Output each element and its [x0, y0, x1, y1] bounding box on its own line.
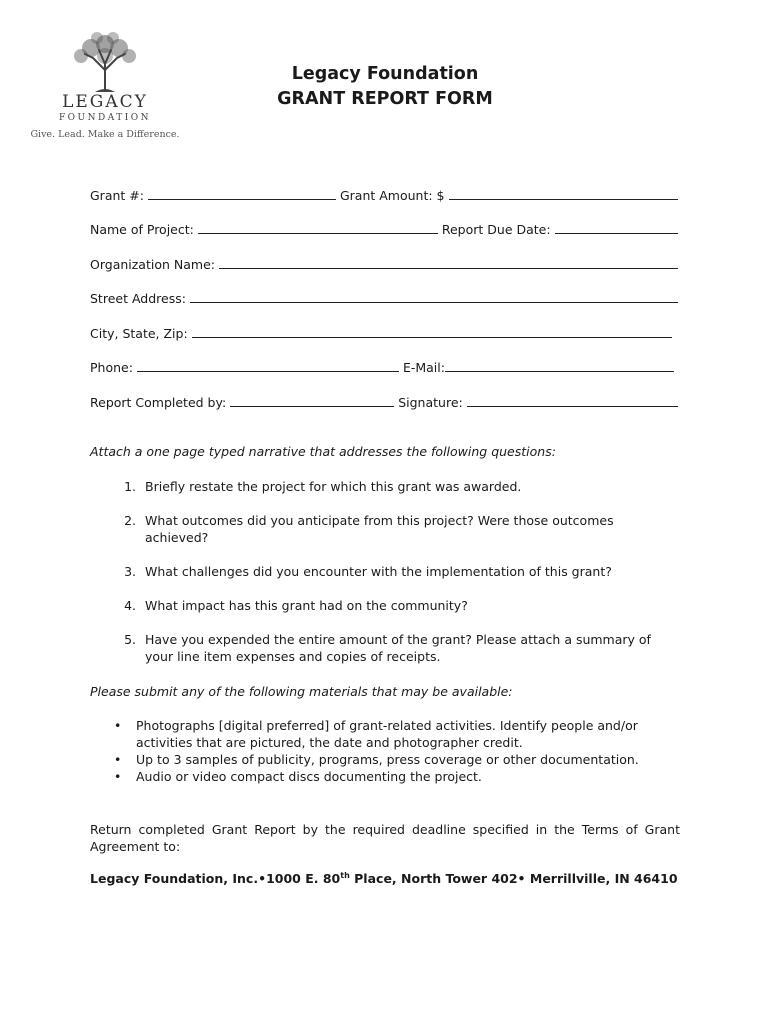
org-title: Legacy Foundation [291, 64, 479, 84]
grant-number-field[interactable] [148, 185, 336, 200]
field-row-org [90, 237, 678, 272]
list-item [90, 563, 680, 580]
question-text: What challenges did you encounter with the implementation of this grant? [145, 564, 612, 579]
phone-field[interactable] [137, 357, 399, 372]
list-item [90, 751, 680, 768]
address-part1: Legacy Foundation, Inc.•1000 E. 80 [90, 871, 341, 887]
form-title [240, 62, 530, 112]
foundation-address [90, 871, 690, 886]
signature-field[interactable] [467, 392, 678, 407]
field-row-street [90, 272, 678, 307]
completed-by-field[interactable] [230, 392, 394, 407]
list-item [90, 631, 680, 665]
logo-wordmark: LEGACY [62, 92, 148, 112]
bullet-icon: • [114, 752, 122, 767]
signature-label: Signature: [398, 394, 463, 410]
org-name-label: Organization Name: [90, 256, 215, 272]
material-text: Up to 3 samples of publicity, programs, press coverage or other documentation. [136, 752, 639, 767]
project-name-label: Name of Project: [90, 222, 194, 237]
question-number: 2. [124, 513, 136, 528]
phone-label: Phone: [90, 360, 133, 375]
field-row-completed [90, 375, 678, 410]
address-superscript: th [340, 871, 350, 880]
question-text: Briefly restate the project for which this grant was awarded. [145, 479, 522, 494]
form-heading: GRANT REPORT FORM [277, 89, 493, 109]
question-number: 3. [124, 564, 136, 579]
question-number: 4. [124, 598, 136, 613]
street-label: Street Address: [90, 291, 186, 306]
project-name-field[interactable] [198, 219, 438, 234]
city-label: City, State, Zip: [90, 325, 188, 341]
list-item [90, 717, 680, 751]
due-date-field[interactable] [555, 219, 678, 234]
city-field[interactable] [192, 323, 672, 338]
legacy-foundation-logo [30, 30, 180, 140]
form-fields [90, 168, 678, 410]
question-text: What outcomes did you anticipate from this project? Were those outcomes achieved? [145, 513, 614, 545]
org-name-field[interactable] [219, 254, 678, 269]
materials-list [90, 717, 680, 785]
email-field[interactable] [445, 357, 674, 372]
field-row-project [90, 203, 678, 238]
question-text: Have you expended the entire amount of the grant? Please attach a summary of your line item expenses and copies of receipts. [145, 632, 651, 664]
tree-icon [65, 30, 145, 94]
due-date-label: Report Due Date: [441, 222, 551, 237]
question-number: 5. [124, 632, 136, 647]
bullet-icon: • [114, 718, 122, 733]
narrative-intro: Attach a one page typed narrative that addresses the following questions: [90, 444, 556, 459]
question-text: What impact has this grant had on the community? [145, 598, 468, 613]
email-label: E-Mail: [402, 360, 445, 375]
return-instructions: Return completed Grant Report by the required deadline specified in the Terms of Grant Agreement to: [90, 822, 680, 854]
list-item [90, 597, 680, 614]
logo-tagline: Give. Lead. Make a Difference. [30, 129, 180, 140]
address-part2: Place, North Tower 402• Merrillville, IN 46410 [349, 871, 678, 887]
material-text: Audio or video compact discs documenting the project. [136, 769, 482, 784]
bullet-icon: • [114, 769, 122, 784]
list-item [90, 478, 680, 495]
question-number: 1. [124, 479, 136, 494]
street-field[interactable] [190, 288, 678, 303]
grant-amount-field[interactable] [449, 185, 678, 200]
list-item [90, 768, 680, 785]
question-list [90, 478, 680, 682]
material-text: Photographs [digital preferred] of grant-related activities. Identify people and/or activities that are pictured, the date and photographer credit. [136, 718, 638, 750]
list-item [90, 512, 680, 546]
field-row-phone [90, 341, 678, 376]
field-row-city [90, 306, 678, 341]
grant-amount-label: Grant Amount: $ [339, 187, 445, 203]
grant-number-label: Grant #: [90, 187, 144, 203]
completed-by-label: Report Completed by: [90, 394, 227, 410]
field-row-grant [90, 168, 678, 203]
materials-intro: Please submit any of the following materials that may be available: [90, 684, 513, 699]
logo-subtitle: FOUNDATION [58, 113, 152, 123]
